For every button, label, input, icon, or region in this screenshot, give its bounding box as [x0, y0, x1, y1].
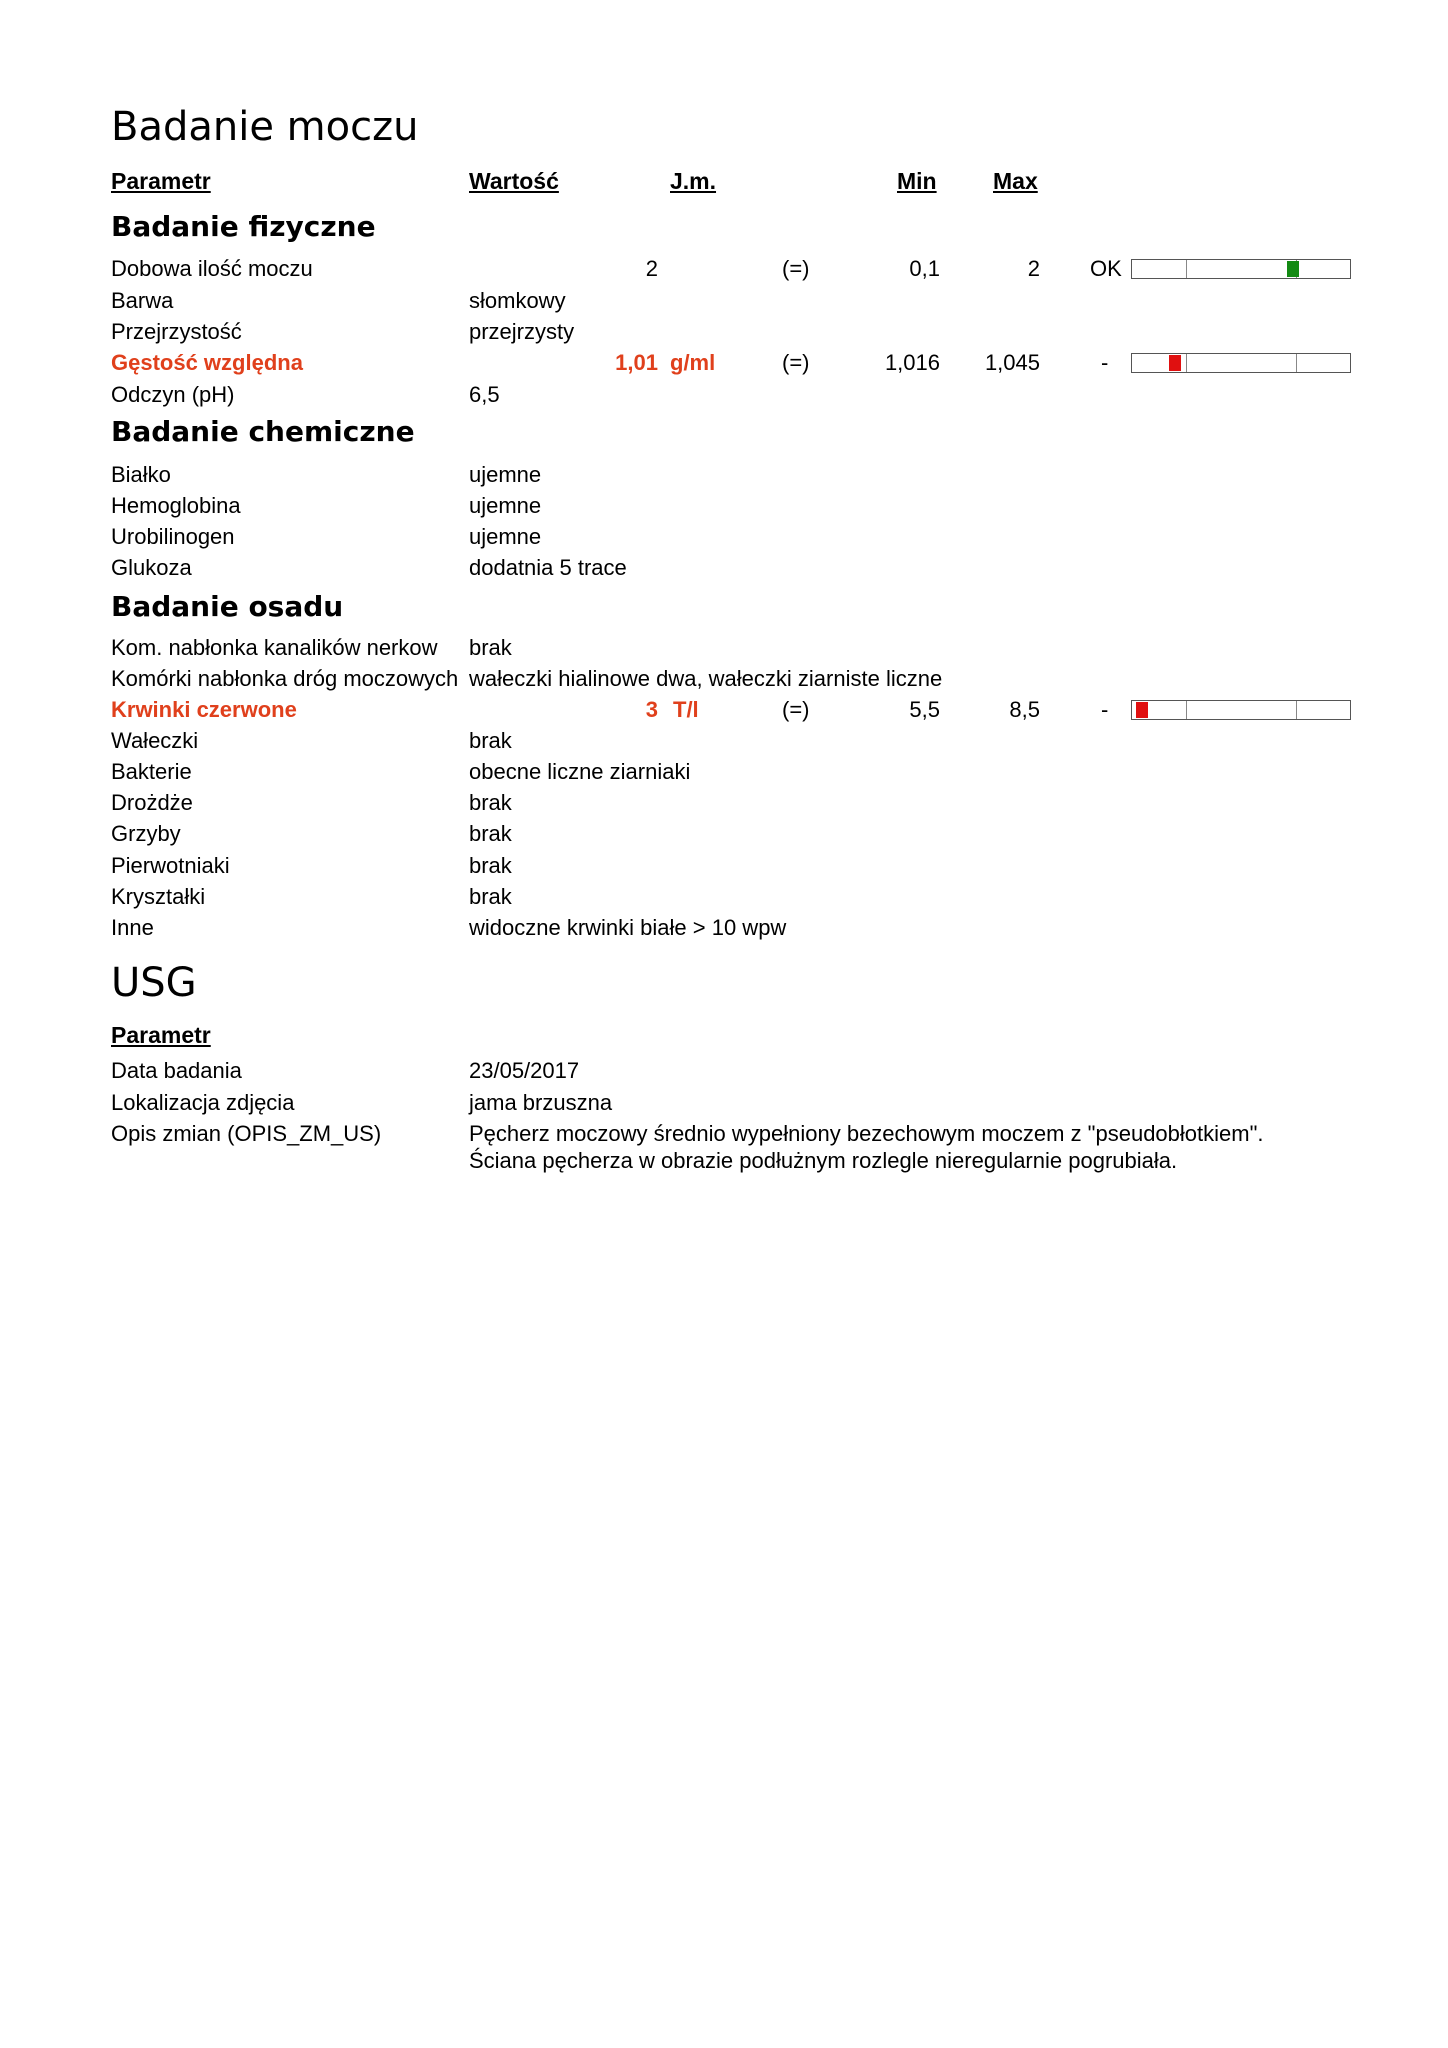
param-value: wałeczki hialinowe dwa, wałeczki ziarniste liczne	[469, 666, 943, 691]
param-min: 1,016	[884, 350, 940, 375]
param-value: 1,01	[615, 350, 658, 375]
param-value: obecne liczne ziarniaki	[469, 759, 691, 784]
result-row-bialko	[0, 460, 1448, 490]
param-name: Lokalizacja zdjęcia	[111, 1090, 295, 1115]
range-marker	[1169, 355, 1181, 371]
usg-header-param: Parametr	[111, 1022, 211, 1048]
param-name: Opis zmian (OPIS_ZM_US)	[111, 1121, 382, 1146]
param-name: Przejrzystość	[111, 319, 242, 344]
param-name: Wałeczki	[111, 728, 199, 753]
param-value: przejrzysty	[469, 319, 575, 344]
param-name: Urobilinogen	[111, 524, 235, 549]
param-value: brak	[469, 853, 512, 878]
result-row-pierwotniaki	[0, 851, 1448, 881]
result-row-krysztalki	[0, 882, 1448, 912]
result-row-inne	[0, 913, 1448, 943]
param-value: ujemne	[469, 524, 542, 549]
param-name: Kom. nabłonka kanalików nerkow	[111, 635, 438, 660]
param-status: -	[1101, 350, 1109, 375]
range-marker	[1136, 702, 1148, 718]
section-physical: Badanie fizyczne	[111, 210, 376, 243]
range-bar	[1131, 700, 1351, 720]
param-name: Krwinki czerwone	[111, 697, 297, 722]
header-unit: J.m.	[670, 168, 717, 194]
param-value: brak	[469, 728, 512, 753]
param-value: 23/05/2017	[469, 1058, 580, 1083]
param-name: Bakterie	[111, 759, 192, 784]
param-value: jama brzuszna	[469, 1090, 613, 1115]
header-max: Max	[993, 168, 1038, 194]
result-row-kom-nerkow	[0, 633, 1448, 663]
param-name: Pierwotniaki	[111, 853, 230, 878]
param-value	[469, 1120, 1369, 1174]
param-max: 8,5	[1009, 697, 1040, 722]
param-unit: T/l	[673, 697, 699, 722]
param-name: Grzyby	[111, 821, 181, 846]
result-row-kom-drog	[0, 664, 1448, 694]
param-eq: (=)	[782, 697, 810, 722]
param-name: Gęstość względna	[111, 350, 303, 375]
range-marker	[1287, 261, 1299, 277]
param-max: 2	[1027, 256, 1040, 281]
header-param: Parametr	[111, 168, 211, 194]
desc-line-2: Ściana pęcherza w obrazie podłużnym rozlegle nieregularnie pogrubiała.	[469, 1148, 1178, 1173]
param-name: Dobowa ilość moczu	[111, 256, 313, 281]
param-name: Drożdże	[111, 790, 193, 815]
param-value: brak	[469, 884, 512, 909]
param-name: Barwa	[111, 288, 174, 313]
header-value: Wartość	[469, 168, 559, 194]
result-row-glukoza	[0, 553, 1448, 583]
param-value: brak	[469, 635, 512, 660]
section-chemical: Badanie chemiczne	[111, 415, 415, 448]
result-row-przejrzystosc	[0, 317, 1448, 347]
result-row-grzyby	[0, 819, 1448, 849]
param-name: Kryształki	[111, 884, 206, 909]
param-value: 2	[645, 256, 658, 281]
param-value: widoczne krwinki białe > 10 wpw	[469, 915, 787, 940]
param-name: Glukoza	[111, 555, 192, 580]
param-value: brak	[469, 790, 512, 815]
result-row-hemoglobina	[0, 491, 1448, 521]
page-title: Badanie moczu	[111, 104, 419, 150]
param-unit: g/ml	[670, 350, 716, 375]
usg-title: USG	[111, 960, 197, 1006]
param-value: słomkowy	[469, 288, 566, 313]
param-value: brak	[469, 821, 512, 846]
range-bar	[1131, 353, 1351, 373]
param-name: Komórki nabłonka dróg moczowych	[111, 666, 459, 691]
section-sediment: Badanie osadu	[111, 590, 344, 623]
param-value: dodatnia 5 trace	[469, 555, 627, 580]
result-row-odczyn	[0, 380, 1448, 410]
param-value: ujemne	[469, 493, 542, 518]
param-name: Białko	[111, 462, 171, 487]
param-min: 5,5	[909, 697, 940, 722]
result-row-barwa	[0, 286, 1448, 316]
param-value: ujemne	[469, 462, 542, 487]
param-max: 1,045	[984, 350, 1040, 375]
result-row-urobilinogen	[0, 522, 1448, 552]
param-name: Data badania	[111, 1058, 242, 1083]
range-bar	[1131, 259, 1351, 279]
param-status: OK	[1090, 256, 1122, 281]
result-row-krwinki	[0, 695, 1448, 725]
param-min: 0,1	[909, 256, 940, 281]
param-status: -	[1101, 697, 1109, 722]
result-row-dobowa	[0, 254, 1448, 284]
param-value: 6,5	[469, 382, 500, 407]
param-name: Hemoglobina	[111, 493, 241, 518]
result-row-waleczki	[0, 726, 1448, 756]
param-name: Odczyn (pH)	[111, 382, 235, 407]
desc-line-1: Pęcherz moczowy średnio wypełniony bezechowym moczem z "pseudobłotkiem".	[469, 1121, 1264, 1146]
header-min: Min	[897, 168, 937, 194]
param-name: Inne	[111, 915, 154, 940]
result-row-gestosc	[0, 348, 1448, 378]
result-row-bakterie	[0, 757, 1448, 787]
param-eq: (=)	[782, 350, 810, 375]
param-eq: (=)	[782, 256, 810, 281]
param-value: 3	[645, 697, 658, 722]
result-row-drozdze	[0, 788, 1448, 818]
